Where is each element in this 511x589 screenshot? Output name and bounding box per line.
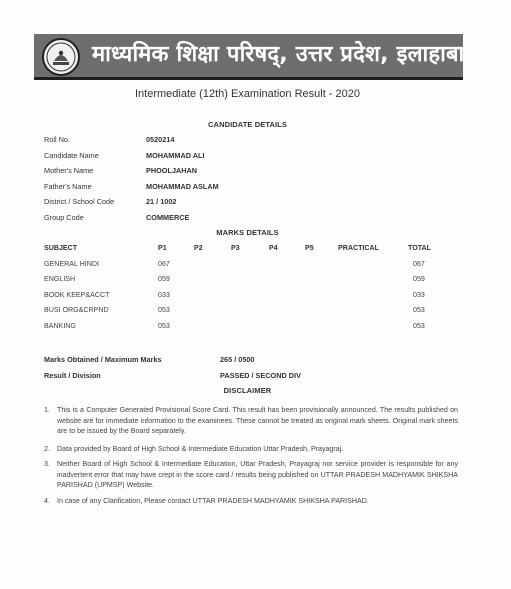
detail-value: 21 / 1002 <box>146 197 177 206</box>
col-p4: P4 <box>269 244 278 252</box>
detail-value: MOHAMMAD ALI <box>146 151 205 160</box>
total-cell: 053 <box>413 306 425 314</box>
subject-cell: BUSI ORG&CRPND <box>44 306 109 314</box>
detail-value: PHOOLJAHAN <box>146 166 198 175</box>
subject-cell: BANKING <box>44 322 76 330</box>
detail-value: COMMERCE <box>146 213 190 222</box>
col-total: TOTAL <box>408 244 431 252</box>
subject-cell: GENERAL HINDI <box>44 260 99 268</box>
p1-cell: 059 <box>158 275 170 283</box>
candidate-section-title: CANDIDATE DETAILS <box>208 120 287 129</box>
detail-label: Father's Name <box>44 182 92 191</box>
table-row <box>44 275 464 287</box>
disclaimer-text: In case of any Clarification, Please contact UTTAR PRADESH MADHYAMIK SHIKSHA PARISHAD. <box>57 497 369 505</box>
marks-table-header <box>44 244 464 256</box>
p1-cell: 053 <box>158 322 170 330</box>
table-row <box>44 260 464 272</box>
result-row <box>44 371 301 380</box>
detail-label: District / School Code <box>44 197 115 206</box>
col-practical: PRACTICAL <box>338 244 379 252</box>
disclaimer-item <box>44 444 458 455</box>
col-p5: P5 <box>305 244 314 252</box>
table-row <box>44 322 464 334</box>
disclaimer-item <box>44 405 458 437</box>
disclaimer-title: DISCLAIMER <box>223 386 272 395</box>
detail-value: MOHAMMAD ASLAM <box>146 182 219 191</box>
p1-cell: 053 <box>158 306 170 314</box>
board-emblem-icon <box>42 38 80 76</box>
col-subject: SUBJECT <box>44 244 78 252</box>
total-cell: 033 <box>413 291 425 299</box>
col-p1: P1 <box>158 244 167 252</box>
detail-label: Mother's Name <box>44 166 94 175</box>
disclaimer-item <box>44 496 458 507</box>
result-value: PASSED / SECOND DIV <box>220 371 301 380</box>
marks-section-title: MARKS DETAILS <box>216 228 279 237</box>
detail-label: Roll No. <box>44 135 70 144</box>
subject-cell: ENGLISH <box>44 275 76 283</box>
disclaimer-text: Neither Board of High School & Intermediate Education, Uttar Pradesh, Prayagraj nor service provider is responsible for any inadvertent error that may have crept in the score card / results being published on UTTAR PRADESH MADHYAMIK SHIKSHA PARISHAD (UPMSP) Website. <box>57 460 458 489</box>
p1-cell: 067 <box>158 260 170 268</box>
board-title: माध्यमिक शिक्षा परिषद्, उत्तर प्रदेश, इलाहाबाद <box>92 42 477 67</box>
detail-label: Group Code <box>44 213 84 222</box>
table-row <box>44 291 464 303</box>
total-cell: 053 <box>413 322 425 330</box>
result-label: Result / Division <box>44 371 101 380</box>
disclaimer-number: 2. <box>44 445 50 453</box>
col-p3: P3 <box>231 244 240 252</box>
disclaimer-text: Data provided by Board of High School & Intermediate Education Uttar Pradesh, Prayagraj. <box>57 445 344 453</box>
disclaimer-number: 1. <box>44 406 50 414</box>
subject-cell: BOOK KEEP&ACCT <box>44 291 110 299</box>
header-banner <box>34 34 477 80</box>
disclaimer-item <box>44 459 458 491</box>
col-p2: P2 <box>194 244 203 252</box>
detail-label: Candidate Name <box>44 151 99 160</box>
disclaimer-number: 3. <box>44 460 50 468</box>
disclaimer-text: This is a Computer Generated Provisional Score Card. This result has been provisionally announced. The results published on website are for immediate information to the examinees. These cannot be treated as original mark sheets. Original mark sheets are to be issued by the Board separately. <box>57 406 458 435</box>
disclaimer-number: 4. <box>44 497 50 505</box>
total-cell: 059 <box>413 275 425 283</box>
detail-value: 0520214 <box>146 135 175 144</box>
marks-obtained-row <box>44 355 255 364</box>
table-row <box>44 306 464 318</box>
marks-obtained-value: 265 / 0500 <box>220 355 255 364</box>
p1-cell: 033 <box>158 291 170 299</box>
marks-obtained-label: Marks Obtained / Maximum Marks <box>44 355 162 364</box>
total-cell: 067 <box>413 260 425 268</box>
exam-title: Intermediate (12th) Examination Result - 2020 <box>134 88 360 100</box>
